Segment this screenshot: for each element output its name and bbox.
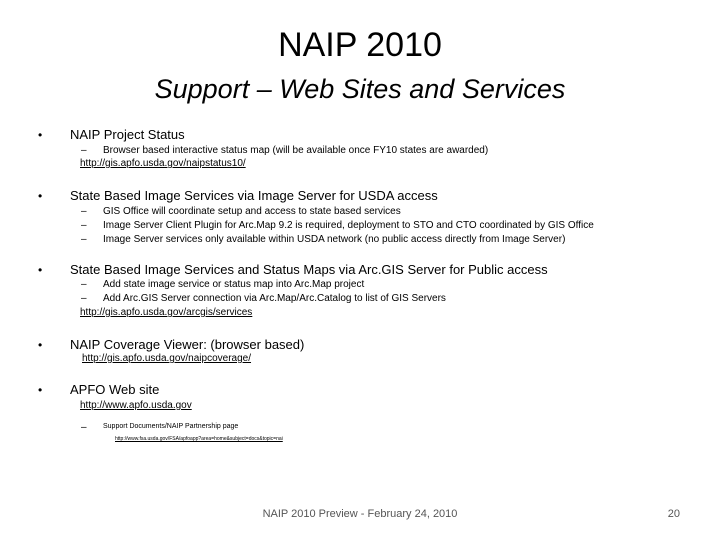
sub-item: Support Documents/NAIP Partnership page (103, 423, 239, 430)
section-heading: APFO Web site (70, 382, 160, 397)
sub-item: Add Arc.GIS Server connection via Arc.Map/Arc.Catalog to list of GIS Servers (103, 293, 446, 304)
slide-subtitle: Support – Web Sites and Services (154, 74, 566, 104)
section-heading: NAIP Coverage Viewer: (browser based) (70, 337, 305, 352)
sub-item: Image Server services only available within USDA network (no public access directly from Image Server) (103, 234, 566, 245)
slide-title: NAIP 2010 (278, 26, 442, 64)
naip-coverage-link[interactable]: http://gis.apfo.usda.gov/naipcoverage/ (82, 353, 252, 364)
sub-item: Browser based interactive status map (will be available once FY10 states are awarded) (103, 145, 489, 156)
support-documents-link[interactable]: http://www.fsa.usda.gov/FSA/apfoapp?area=home&subject=docs&topic=nai (115, 436, 283, 442)
section-heading: State Based Image Services via Image Server for USDA access (70, 188, 438, 203)
naip-status-link[interactable]: http://gis.apfo.usda.gov/naipstatus10/ (80, 158, 246, 169)
bullet-icon: • (38, 128, 43, 142)
bullet-icon: • (38, 383, 43, 397)
dash-icon: – (81, 220, 87, 231)
bullet-icon: • (38, 338, 43, 352)
apfo-website-link[interactable]: http://www.apfo.usda.gov (80, 400, 192, 411)
sub-item: Add state image service or status map into Arc.Map project (103, 279, 365, 290)
dash-icon: – (81, 206, 87, 217)
sub-item: Image Server Client Plugin for Arc.Map 9.2 is required, deployment to STO and CTO coordinated by GIS Office (103, 220, 594, 231)
bullet-icon: • (38, 263, 43, 277)
bullet-icon: • (38, 189, 43, 203)
sub-item: GIS Office will coordinate setup and access to state based services (103, 206, 401, 217)
dash-icon: – (81, 293, 87, 304)
arcgis-services-link[interactable]: http://gis.apfo.usda.gov/arcgis/services (80, 307, 253, 318)
dash-icon: – (81, 145, 87, 156)
dash-icon: – (81, 422, 87, 433)
section-heading: NAIP Project Status (70, 127, 185, 142)
section-heading: State Based Image Services and Status Maps via Arc.GIS Server for Public access (70, 262, 548, 277)
dash-icon: – (81, 234, 87, 245)
page-number: 20 (667, 508, 680, 520)
dash-icon: – (81, 279, 87, 290)
slide-footer: NAIP 2010 Preview - February 24, 2010 (262, 508, 458, 520)
